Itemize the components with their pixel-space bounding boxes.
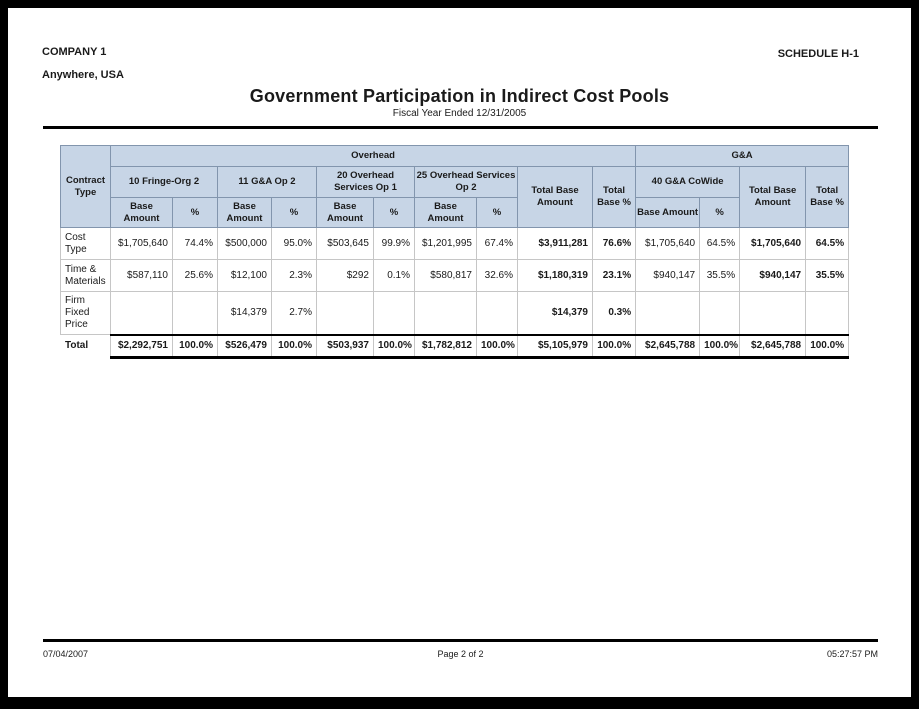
- base-amount-header: Base Amount: [636, 198, 700, 228]
- report-page: [8, 8, 911, 697]
- cell: [111, 292, 173, 335]
- base-amount-header: Base Amount: [218, 198, 272, 228]
- footer-rule: [43, 639, 878, 642]
- cell: $14,379: [518, 292, 593, 335]
- cell: $12,100: [218, 260, 272, 292]
- cell: $526,479: [218, 335, 272, 358]
- pool-header: 11 G&A Op 2: [218, 167, 317, 198]
- group-header-ga: G&A: [636, 146, 849, 167]
- report-title: Government Participation in Indirect Cost Pools: [249, 86, 670, 106]
- footer-page-number: Page 2 of 2: [437, 649, 484, 659]
- cell: $587,110: [111, 260, 173, 292]
- cell: [740, 292, 806, 335]
- pct-header: %: [173, 198, 218, 228]
- cell: $940,147: [740, 260, 806, 292]
- table-row-total: [61, 335, 849, 358]
- company-block: [42, 46, 124, 81]
- cell: 0.3%: [593, 292, 636, 335]
- pct-header: %: [374, 198, 415, 228]
- cell: 32.6%: [477, 260, 518, 292]
- pool-header: 10 Fringe-Org 2: [111, 167, 218, 198]
- pool-header: 40 G&A CoWide: [636, 167, 740, 198]
- cell: $503,645: [317, 228, 374, 260]
- base-amount-header: Base Amount: [415, 198, 477, 228]
- title-rule: [43, 126, 878, 129]
- cell: $1,705,640: [740, 228, 806, 260]
- cell: [806, 292, 849, 335]
- pct-header: %: [272, 198, 317, 228]
- cell: $1,201,995: [415, 228, 477, 260]
- cell: [477, 292, 518, 335]
- cell: 2.3%: [272, 260, 317, 292]
- report-subtitle: Fiscal Year Ended 12/31/2005: [392, 108, 527, 119]
- cell: $580,817: [415, 260, 477, 292]
- base-amount-header: Base Amount: [317, 198, 374, 228]
- cell: $292: [317, 260, 374, 292]
- cell: 100.0%: [477, 335, 518, 358]
- cell: 100.0%: [272, 335, 317, 358]
- cell: [700, 292, 740, 335]
- cell: 25.6%: [173, 260, 218, 292]
- footer-date: 07/04/2007: [43, 649, 89, 659]
- pct-header: %: [700, 198, 740, 228]
- cell: $1,782,812: [415, 335, 477, 358]
- cell: $1,705,640: [111, 228, 173, 260]
- row-label: Total: [61, 335, 111, 358]
- pool-header: 20 Overhead Services Op 1: [317, 167, 415, 198]
- cell: [374, 292, 415, 335]
- cell: 35.5%: [700, 260, 740, 292]
- cell: [415, 292, 477, 335]
- cell: $500,000: [218, 228, 272, 260]
- cell: $5,105,979: [518, 335, 593, 358]
- company-name: COMPANY 1: [42, 46, 107, 58]
- cell: $503,937: [317, 335, 374, 358]
- pool-header: 25 Overhead Services Op 2: [415, 167, 518, 198]
- cell: 64.5%: [700, 228, 740, 260]
- schedule-label: SCHEDULE H-1: [777, 48, 859, 60]
- company-location: Anywhere, USA: [42, 69, 124, 81]
- cell: 99.9%: [374, 228, 415, 260]
- cell: [317, 292, 374, 335]
- base-amount-header: Base Amount: [111, 198, 173, 228]
- cell: 100.0%: [700, 335, 740, 358]
- corner-header: Contract Type: [61, 146, 111, 228]
- cell: [636, 292, 700, 335]
- cell: 23.1%: [593, 260, 636, 292]
- cell: $940,147: [636, 260, 700, 292]
- table-row-time-materials: [61, 260, 849, 292]
- row-label: Time & Materials: [61, 260, 111, 292]
- page-footer: [43, 649, 878, 659]
- cell: $1,705,640: [636, 228, 700, 260]
- cell: $3,911,281: [518, 228, 593, 260]
- total-base-pct-header-ga: Total Base %: [806, 167, 849, 228]
- group-header-overhead: Overhead: [111, 146, 636, 167]
- table-row-firm-fixed-price: [61, 292, 849, 335]
- cell: 67.4%: [477, 228, 518, 260]
- cell: 95.0%: [272, 228, 317, 260]
- cell: 100.0%: [374, 335, 415, 358]
- total-base-pct-header: Total Base %: [593, 167, 636, 228]
- cell: 76.6%: [593, 228, 636, 260]
- cell: [173, 292, 218, 335]
- cell: $2,292,751: [111, 335, 173, 358]
- pct-header: %: [477, 198, 518, 228]
- row-label: Cost Type: [61, 228, 111, 260]
- total-base-amount-header-ga: Total Base Amount: [740, 167, 806, 228]
- table-row-cost-type: [61, 228, 849, 260]
- cell: $14,379: [218, 292, 272, 335]
- cell: $2,645,788: [740, 335, 806, 358]
- cell: $2,645,788: [636, 335, 700, 358]
- footer-time: 05:27:57 PM: [826, 649, 878, 659]
- cell: 100.0%: [806, 335, 849, 358]
- row-label: Firm Fixed Price: [61, 292, 111, 335]
- cell: 35.5%: [806, 260, 849, 292]
- cell: 0.1%: [374, 260, 415, 292]
- cell: $1,180,319: [518, 260, 593, 292]
- cell: 2.7%: [272, 292, 317, 335]
- total-base-amount-header: Total Base Amount: [518, 167, 593, 228]
- cell: 64.5%: [806, 228, 849, 260]
- cell: 74.4%: [173, 228, 218, 260]
- cell: 100.0%: [593, 335, 636, 358]
- cost-pools-table: [60, 145, 849, 359]
- cell: 100.0%: [173, 335, 218, 358]
